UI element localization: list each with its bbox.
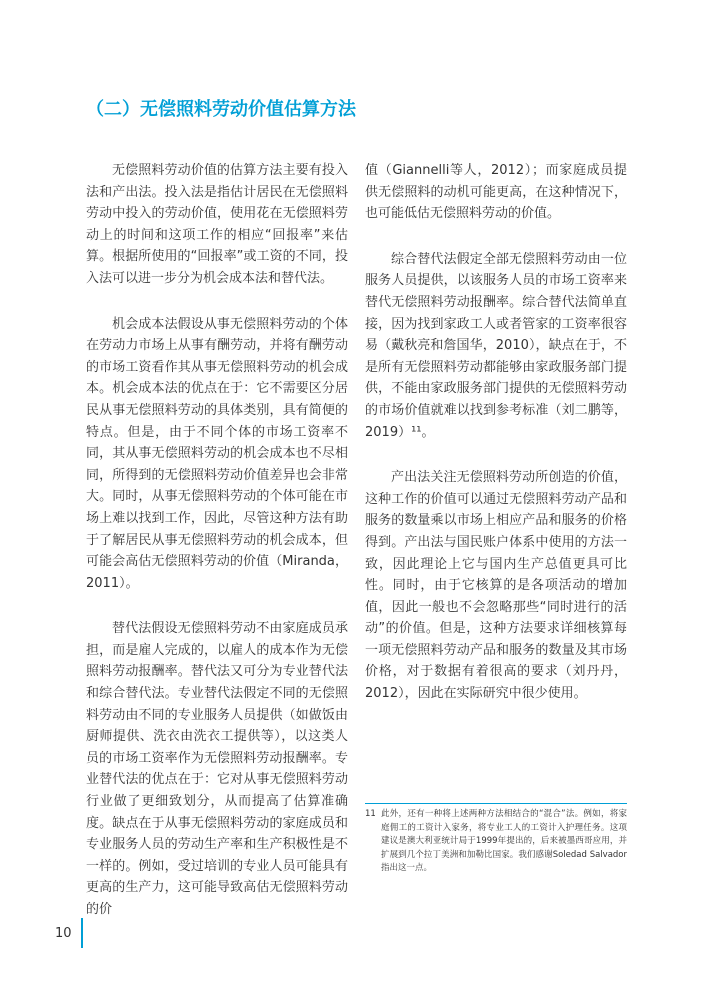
right-column	[365, 160, 627, 729]
left-column	[86, 160, 348, 945]
paragraph-input-method: 无偿照料劳动价值的估算方法主要有投入法和产出法。投入法是指估计居民在无偿照料劳动中投入的劳动价值，使用花在无偿照料劳动上的时间和这项工作的相应“回报率”来估算。根据所使用的“回报率”或工资的不同，投入法可以进一步分为机会成本法和替代法。	[86, 163, 348, 286]
page-number-bar	[81, 918, 83, 948]
paragraph-output-method: 产出法关注无偿照料劳动所创造的价值，这种工作的价值可以通过无偿照料劳动产品和服务的数量乘以市场上相应产品和服务的价格得到。产出法与国民账户体系中使用的方法一致，因此理论上它与国内生产总值更具可比性。同时，由于它核算的是各项活动的增加值，因此一般也不会忽略那些“同时进行的活动”的价值。但是，这种方法要求详细核算每一项无偿照料劳动产品和服务的数量及其市场价格，对于数据有着很高的要求（刘丹丹，2012），因此在实际研究中很少使用。	[365, 470, 627, 702]
paragraph-replacement-method: 替代法假设无偿照料劳动不由家庭成员承担，而是雇人完成的，以雇人的成本作为无偿照料劳动报酬率。替代法又可分为专业替代法和综合替代法。专业替代法假定不同的无偿照料劳动由不同的专业服务人员提供（如做饭由厨师提供、洗衣由洗衣工提供等），以这类人员的市场工资率作为无偿照料劳动报酬率。专业替代法的优点在于：它对从事无偿照料劳动行业做了更细致划分，从而提高了估算准确度。缺点在于从事无偿照料劳动的家庭成员和专业服务人员的劳动生产率和生产积极性是不一样的。例如，受过培训的专业人员可能具有更高的生产力，这可能导致高估无偿照料劳动的价	[86, 621, 348, 917]
paragraph-opportunity-cost: 机会成本法假设从事无偿照料劳动的个体在劳动力市场上从事有酬劳动，并将有酬劳动的市场工资看作其从事无偿照料劳动的机会成本。机会成本法的优点在于：它不需要区分居民从事无偿照料劳动的具体类别，具有简便的特点。但是，由于不同个体的市场工资率不同，其从事无偿照料劳动的机会成本也不尽相同，所得到的无偿照料劳动价值差异也会非常大。同时，从事无偿照料劳动的个体可能在市场上难以找到工作，因此，尽管这种方法有助于了解居民从事无偿照料劳动的机会成本，但可能会高估无偿照料劳动的价值（Miranda，2011）。	[86, 316, 348, 591]
page-number: 10	[55, 926, 72, 941]
footnote-text: 此外，还有一种将上述两种方法相结合的“混合”法。例如，将家庭佣工的工资计入家务，将专业工人的工资计入护理任务。这项建议是澳大利亚统计局于1999年提出的，后来被墨西哥应用，并扩展到几个拉丁美洲和加勒比国家。我们感谢Soledad Salvador指出这一点。	[381, 809, 627, 873]
footnote-number: 11	[365, 809, 376, 819]
footnote	[365, 808, 627, 876]
paragraph-generalist-replacement: 综合替代法假定全部无偿照料劳动由一位服务人员提供，以该服务人员的市场工资率来替代无偿照料劳动报酬率。综合替代法简单直接，因为找到家政工人或者管家的工资率很容易（戴秋亮和詹国华，2010），缺点在于，不是所有无偿照料劳动都能够由家政服务部门提供，不能由家政服务部门提供的无偿照料劳动的市场价值就难以找到参考标准（刘二鹏等，2019）¹¹。	[365, 251, 627, 440]
section-heading: （二）无偿照料劳动价值估算方法	[86, 99, 356, 120]
paragraph-continuation: 值（Giannelli等人，2012）；而家庭成员提供无偿照料的动机可能更高，在这种情况下，也可能低估无偿照料劳动的价值。	[365, 163, 627, 222]
footnote-divider	[365, 803, 627, 804]
